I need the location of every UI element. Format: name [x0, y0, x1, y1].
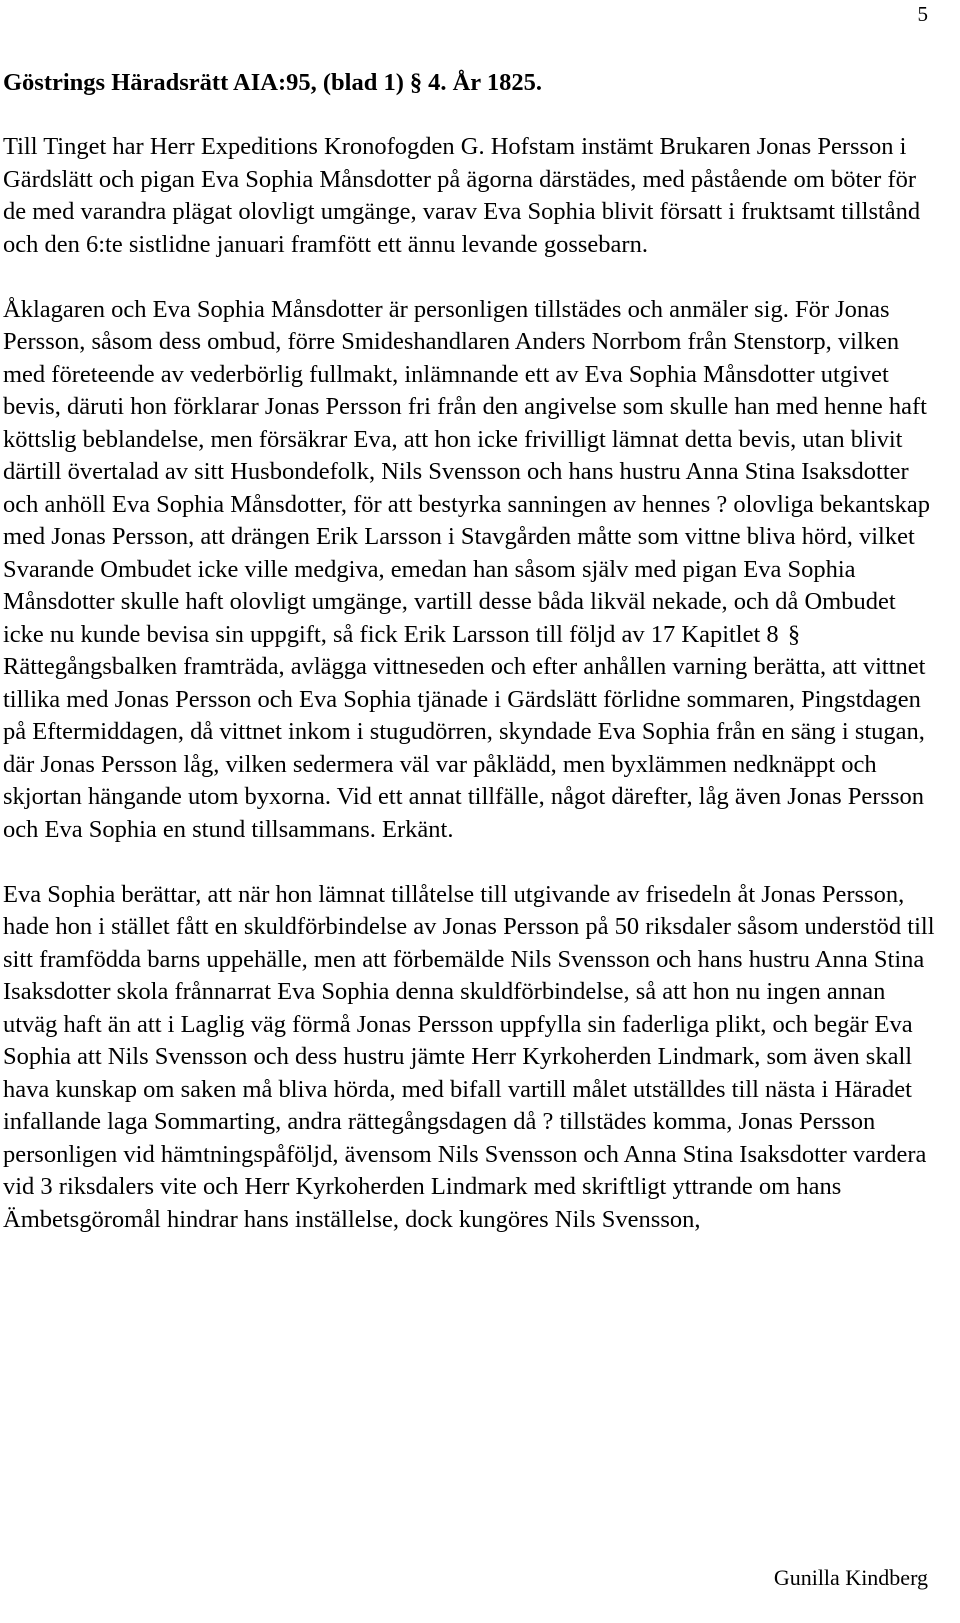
- paragraph-hearing: [3, 294, 938, 847]
- paragraph-testimony: Eva Sophia berättar, att när hon lämnat tillåtelse till utgivande av frisedeln åt Jonas Persson, hade hon i stället fått en skuldförbindelse av Jonas Persson på 50 riksdaler såsom understöd till sitt framfödda barns uppehälle, men att förbemälde Nils Svensson och hans hustru Anna Stina Isaksdotter skola frånnarrat Eva Sophia denna skuldförbindelse, så att hon nu ingen annan utväg haft än att i Laglig väg förmå Jonas Persson uppfylla sin faderliga plikt, och begär Eva Sophia att Nils Svensson och dess hustru jämte Herr Kyrkoherden Lindmark, som även skall hava kunskap om saken må bliva hörda, med bifall vartill målet utställdes till nästa i Häradet infallande laga Sommarting, andra rättegångsdagen då ? tillstädes komma, Jonas Persson personligen vid hämtningspåföljd, ävensom Nils Svensson och Anna Stina Isaksdotter vardera vid 3 riksdalers vite och Herr Kyrkoherden Lindmark med skriftligt yttrande om hans Ämbetsgöromål hindrar hans inställelse, dock kungöres Nils Svensson,: [3, 880, 935, 1233]
- section-sign: §: [409, 69, 423, 96]
- page-number: 5: [917, 2, 928, 26]
- paragraph-summons: Till Tinget har Herr Expeditions Kronofogden G. Hofstam instämt Brukaren Jonas Persson i Gärdslätt och pigan Eva Sophia Månsdotter på ägorna därstädes, med påstående om böter för de med varandra plägat olovligt umgänge, varav Eva Sophia blivit försatt i fruktsamt tillstånd och den 6:te sistlidne januari framfött ett ännu levande gossebarn.: [3, 133, 921, 258]
- document-heading: [3, 66, 938, 100]
- paragraph-hearing-part-1: Åklagaren och Eva Sophia Månsdotter är personligen tillstädes och anmäler sig. För Jonas Persson, såsom dess ombud, förre Smideshandlaren Anders Norrbom från Stenstorp, vilken med företeende av vederbörlig fullmakt, inlämnande ett av Eva Sophia Månsdotter utgivet bevis, däruti hon förklarar Jonas Persson fri från den angivelse som skulle han med henne haft köttslig beblandelse, men försäkrar Eva, att hon icke frivilligt lämnat detta bevis, utan blivit därtill övertalad av sitt Husbondefolk, Nils Svensson och hans hustru Anna Stina Isaksdotter och anhöll Eva Sophia Månsdotter, för att bestyrka sanningen av hennes ? olovliga bekantskap med Jonas Persson, att drängen Erik Larsson i Stavgården måtte som vittne bliva hörd, vilket Svarande Ombudet icke ville medgiva, emedan han såsom själv med pigan Eva Sophia Månsdotter skulle haft olovligt umgänge, vartill desse båda likväl nekade, och då Ombudet icke nu kunde bevisa sin uppgift, så fick Erik Larsson till följd av 17 Kapitlet 8: [3, 295, 931, 648]
- heading-text: Göstrings Häradsrätt AIA:95, (blad 1): [3, 69, 404, 96]
- inline-section-sign: §: [787, 620, 801, 648]
- paragraph-hearing-part-2: Rättegångsbalken framträda, avlägga vittneseden och efter anhållen varning berätta, att vittnet tillika med Jonas Persson och Eva Sophia tjänade i Gärdslätt förlidne sommaren, Pingstdagen på Eftermiddagen, då vittnet inkom i stugudörren, skyndade Eva Sophia från en säng i stugan, där Jonas Persson låg, vilken sedermera väl var påklädd, men byxlämmen nedknäppt och skjortan hängande utom byxorna. Vid ett annat tillfälle, något därefter, låg även Jonas Persson och Eva Sophia en stund tillsammans. Erkänt.: [3, 653, 926, 843]
- heading-tail: 4. År 1825.: [428, 69, 542, 96]
- document-body: [3, 66, 938, 1236]
- footer-author: Gunilla Kindberg: [773, 1565, 928, 1590]
